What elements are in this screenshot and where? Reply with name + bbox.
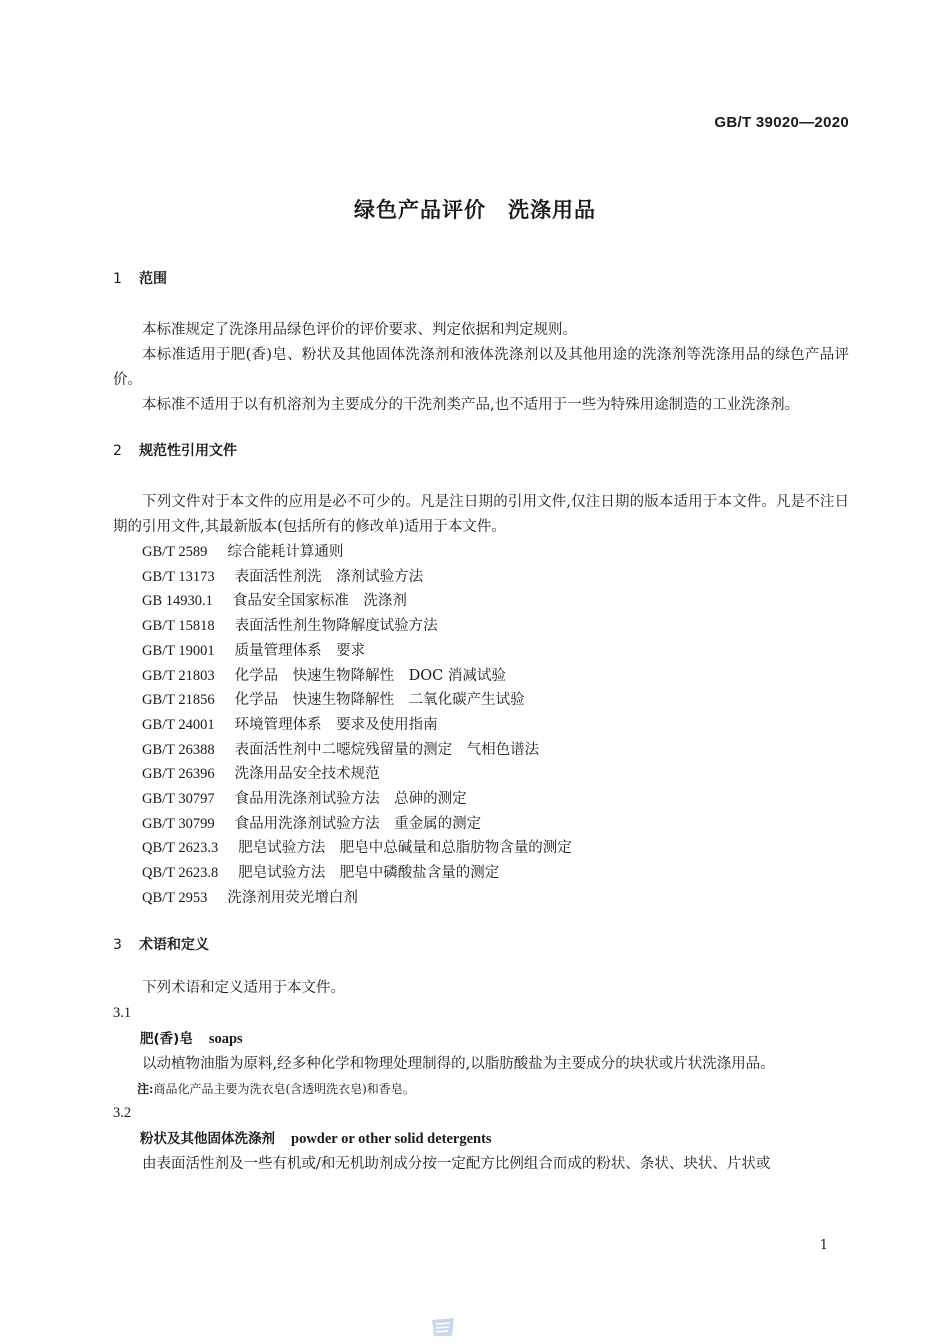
reference-title: 食品安全国家标准 洗涤剂	[232, 593, 407, 610]
reference-item	[113, 664, 849, 689]
reference-item	[113, 886, 849, 911]
term-number: 3.1	[113, 1004, 132, 1021]
terms-intro: 下列术语和定义适用于本文件。	[142, 979, 345, 996]
section-number: 3	[113, 936, 122, 953]
reference-item	[113, 639, 849, 664]
reference-item	[113, 713, 849, 738]
reference-code: QB/T 2623.8	[142, 865, 219, 882]
section-number: 2	[113, 443, 122, 459]
reference-code: GB/T 26388	[142, 741, 215, 758]
term-title	[113, 1026, 849, 1052]
reference-code: GB 14930.1	[142, 593, 213, 610]
reference-title: 肥皂试验方法 肥皂中总碱量和总脂肪物含量的测定	[238, 840, 572, 857]
reference-item	[113, 738, 849, 763]
reference-title: 肥皂试验方法 肥皂中磷酸盐含量的测定	[238, 865, 500, 882]
reference-item	[113, 762, 849, 787]
reference-code: GB/T 30797	[142, 791, 215, 808]
scope-paragraph: 本标准规定了洗涤用品绿色评价的评价要求、判定依据和判定规则。	[142, 322, 577, 338]
reference-title: 食品用洗涤剂试验方法 总砷的测定	[234, 791, 467, 808]
reference-title: 表面活性剂生物降解度试验方法	[234, 618, 438, 635]
section-heading-terms-definitions	[113, 934, 849, 956]
section-number: 1	[113, 271, 122, 287]
reference-title: 质量管理体系 要求	[234, 642, 366, 659]
reference-code: GB/T 26396	[142, 766, 215, 783]
reference-item	[113, 836, 849, 861]
term-chinese: 肥(香)皂	[140, 1030, 193, 1047]
reference-item	[113, 614, 849, 639]
standard-code: GB/T 39020—2020	[714, 114, 849, 131]
scope-paragraph: 本标准适用于肥(香)皂、粉状及其他固体洗涤剂和液体洗涤剂以及其他用途的洗涤剂等洗涤用品的绿色产品评价。	[113, 347, 849, 388]
reference-title: 食品用洗涤剂试验方法 重金属的测定	[234, 815, 482, 832]
term-english: soaps	[208, 1030, 243, 1047]
reference-item	[113, 861, 849, 886]
reference-title: 表面活性剂洗 涤剂试验方法	[234, 568, 424, 585]
document-title: 绿色产品评价 洗涤用品	[354, 198, 596, 222]
reference-code: GB/T 30799	[142, 815, 215, 832]
publisher-watermark-icon	[430, 1316, 456, 1338]
note-text: 商品化产品主要为洗衣皂(含透明洗衣皂)和香皂。	[153, 1081, 415, 1096]
page-number: 1	[819, 1238, 828, 1253]
reference-title: 洗涤剂用荧光增白剂	[227, 889, 358, 906]
term-chinese: 粉状及其他固体洗涤剂	[140, 1130, 275, 1147]
term-title	[113, 1126, 849, 1152]
section-title: 范围	[139, 271, 167, 287]
reference-code: GB/T 19001	[142, 642, 215, 659]
reference-title: 化学品 快速生物降解性 DOC 消减试验	[234, 667, 506, 684]
term-definition: 由表面活性剂及一些有机或/和无机助剂成分按一定配方比例组合而成的粉状、条状、块状、片状或	[142, 1155, 771, 1172]
term-definition: 以动植物油脂为原料,经多种化学和物理处理制得的,以脂肪酸盐为主要成分的块状或片状洗涤用品。	[142, 1055, 775, 1072]
reference-item	[113, 688, 849, 713]
reference-title: 综合能耗计算通则	[227, 544, 344, 560]
section-heading-scope	[113, 268, 849, 290]
reference-code: GB/T 2589	[142, 544, 208, 560]
reference-code: GB/T 21856	[142, 692, 215, 709]
references-intro: 下列文件对于本文件的应用是必不可少的。凡是注日期的引用文件,仅注日期的版本适用于本文件。凡是不注日期的引用文件,其最新版本(包括所有的修改单)适用于本文件。	[113, 494, 849, 535]
reference-item	[113, 812, 849, 837]
section-heading-normative-references	[113, 440, 849, 462]
scope-paragraph: 本标准不适用于以有机溶剂为主要成分的干洗剂类产品,也不适用于一些为特殊用途制造的工业洗涤剂。	[142, 397, 800, 413]
reference-code: QB/T 2953	[142, 889, 208, 906]
reference-list	[113, 540, 849, 911]
reference-title: 化学品 快速生物降解性 二氧化碳产生试验	[234, 692, 525, 709]
reference-item	[113, 787, 849, 812]
reference-code: GB/T 21803	[142, 667, 215, 684]
reference-code: GB/T 13173	[142, 568, 215, 585]
reference-item	[113, 565, 849, 590]
reference-code: GB/T 24001	[142, 716, 215, 733]
reference-title: 环境管理体系 要求及使用指南	[234, 716, 438, 733]
reference-item	[113, 589, 849, 614]
reference-code: GB/T 15818	[142, 618, 215, 635]
reference-code: QB/T 2623.3	[142, 840, 219, 857]
term-note	[113, 1077, 849, 1101]
reference-title: 洗涤用品安全技术规范	[234, 766, 380, 783]
term-english: powder or other solid detergents	[291, 1130, 492, 1147]
section-title: 术语和定义	[139, 936, 209, 953]
note-label: 注:	[137, 1081, 154, 1096]
document-body	[113, 268, 849, 1177]
reference-title: 表面活性剂中二噁烷残留量的测定 气相色谱法	[234, 741, 540, 758]
section-title: 规范性引用文件	[139, 443, 237, 459]
term-number: 3.2	[113, 1104, 132, 1121]
reference-item	[113, 540, 849, 565]
